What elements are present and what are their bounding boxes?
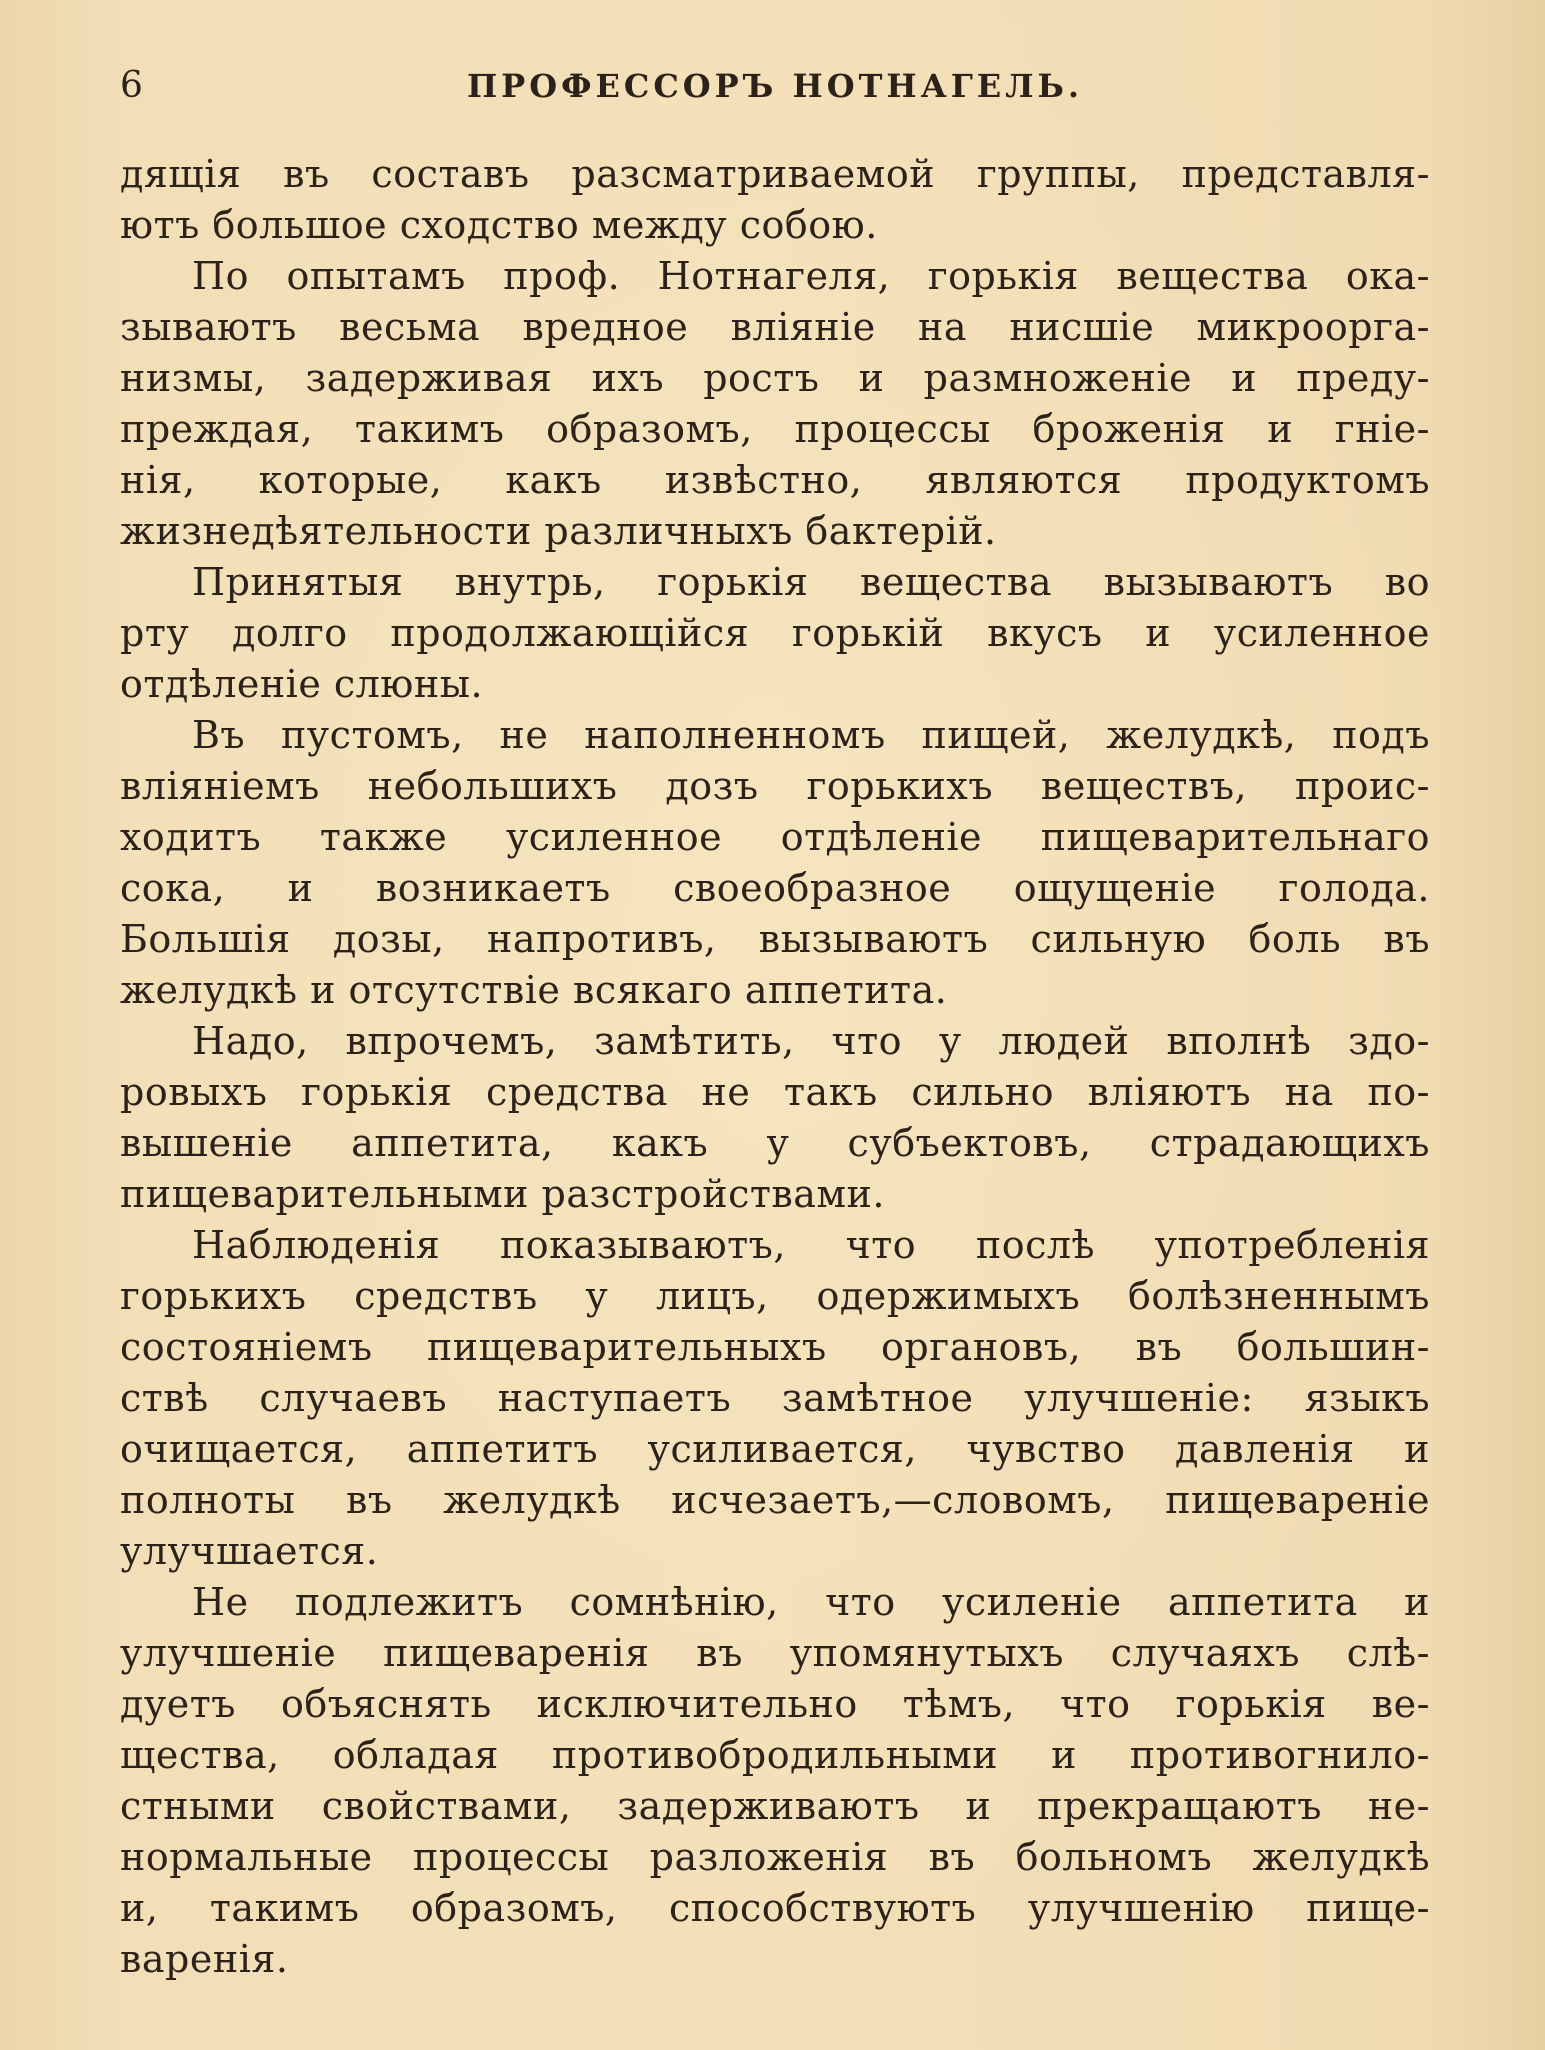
text-line: ровыхъ горькія средства не такъ сильно вліяютъ на по- (120, 1070, 1430, 1114)
running-title: ПРОФЕССОРЪ НОТНАГЕЛЬ. (466, 67, 1084, 105)
text-line: рту долго продолжающійся горькій вкусъ и усиленное (120, 611, 1430, 655)
text-line: ствѣ случаевъ наступаетъ замѣтное улучшеніе: языкъ (120, 1376, 1430, 1420)
paragraph (120, 1016, 1430, 1220)
text-line: вліяніемъ небольшихъ дозъ горькихъ веществъ, проис- (120, 764, 1430, 808)
page-number: 6 (120, 65, 143, 106)
text-line: преждая, такимъ образомъ, процессы броженія и гніе- (120, 407, 1430, 451)
text-line: и, такимъ образомъ, способствуютъ улучшенію пище- (120, 1886, 1430, 1930)
text-line: нормальные процессы разложенія въ больномъ желудкѣ (120, 1835, 1430, 1879)
text-line: пищеварительными разстройствами. (120, 1172, 885, 1216)
text-line: варенія. (120, 1937, 289, 1981)
text-line: дуетъ объяснять исключительно тѣмъ, что горькія ве- (120, 1682, 1430, 1726)
text-line: вышеніе аппетита, какъ у субъектовъ, страдающихъ (120, 1121, 1430, 1165)
text-line: стными свойствами, задерживаютъ и прекращаютъ не- (120, 1784, 1430, 1828)
text-line: улучшеніе пищеваренія въ упомянутыхъ случаяхъ слѣ- (120, 1631, 1430, 1675)
text-line: дящія въ составъ разсматриваемой группы, представля- (120, 152, 1430, 196)
paragraph (120, 149, 1430, 251)
text-line: низмы, задерживая ихъ ростъ и размноженіе и преду- (120, 356, 1430, 400)
text-line: сока, и возникаетъ своеобразное ощущеніе голода. (120, 866, 1430, 910)
paragraph (120, 1577, 1430, 1985)
text-line: жизнедѣятельности различныхъ бактерій. (120, 509, 997, 553)
text-line: Принятыя внутрь, горькія вещества вызываютъ во (192, 560, 1430, 604)
text-line: очищается, аппетитъ усиливается, чувство давленія и (120, 1427, 1430, 1471)
paragraph (120, 710, 1430, 1016)
text-line: Наблюденія показываютъ, что послѣ употребленія (192, 1223, 1430, 1267)
paragraph (120, 1220, 1430, 1577)
paragraph (120, 557, 1430, 710)
page-header (120, 56, 1430, 116)
text-line: зываютъ весьма вредное вліяніе на нисшіе микроорга- (120, 305, 1430, 349)
text-line: Въ пустомъ, не наполненномъ пищей, желудкѣ, подъ (192, 713, 1430, 757)
text-line: ходитъ также усиленное отдѣленіе пищеварительнаго (120, 815, 1430, 859)
text-line: По опытамъ проф. Нотнагеля, горькія вещества ока- (192, 254, 1430, 298)
text-line: нія, которые, какъ извѣстно, являются продуктомъ (120, 458, 1430, 502)
text-line: горькихъ средствъ у лицъ, одержимыхъ болѣзненнымъ (120, 1274, 1430, 1318)
text-line: улучшается. (120, 1529, 379, 1573)
text-line: полноты въ желудкѣ исчезаетъ,—словомъ, пищевареніе (120, 1478, 1430, 1522)
text-line: Не подлежитъ сомнѣнію, что усиленіе аппетита и (192, 1580, 1430, 1624)
text-line: желудкѣ и отсутствіе всякаго аппетита. (120, 968, 948, 1012)
text-line: отдѣленіе слюны. (120, 662, 484, 706)
text-line: ютъ большое сходство между собою. (120, 203, 878, 247)
text-line: Большія дозы, напротивъ, вызываютъ сильную боль въ (120, 917, 1430, 961)
text-line: состояніемъ пищеварительныхъ органовъ, въ большин- (120, 1325, 1430, 1369)
paragraph (120, 251, 1430, 557)
text-line: щества, обладая противобродильными и противогнило- (120, 1733, 1430, 1777)
text-line: Надо, впрочемъ, замѣтить, что у людей вполнѣ здо- (192, 1019, 1430, 1063)
body-text (120, 149, 1430, 1985)
